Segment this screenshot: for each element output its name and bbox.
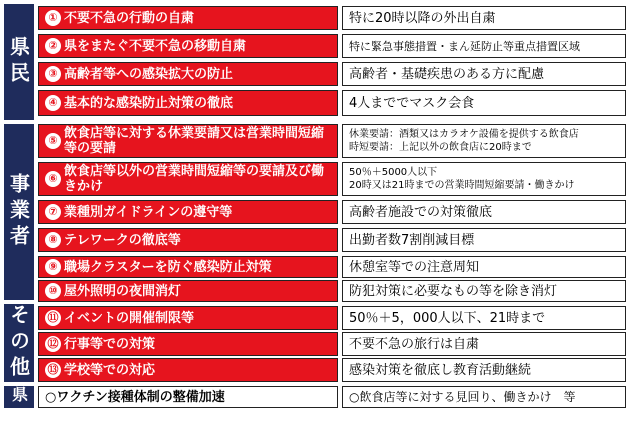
measure-label bbox=[38, 280, 338, 302]
measure-detail: ○飲食店等に対する見回り、働きかけ 等 bbox=[342, 386, 626, 408]
measure-label bbox=[38, 228, 338, 252]
table-row bbox=[38, 90, 626, 116]
measure-text: 不要不急の行動の自粛 bbox=[64, 10, 195, 26]
item-number: ⑫ bbox=[45, 336, 61, 352]
group-label-sonota: その他 bbox=[4, 304, 34, 382]
group-label-jigyosha: 事業者 bbox=[4, 124, 34, 300]
measure-text: 高齢者等への感染拡大の防止 bbox=[64, 66, 234, 82]
measure-detail: 防犯対策に必要なもの等を除き消灯 bbox=[342, 280, 626, 302]
measure-label bbox=[38, 62, 338, 86]
measure-text: テレワークの徹底等 bbox=[64, 232, 181, 248]
item-number: ⑥ bbox=[45, 171, 61, 187]
table-row bbox=[38, 6, 626, 30]
measure-text: 学校等での対応 bbox=[64, 362, 156, 378]
measure-label bbox=[38, 358, 338, 382]
table-row bbox=[38, 124, 626, 158]
group-label-kenmin: 県民 bbox=[4, 4, 34, 120]
detail-line: 20時又は21時までの営業時間短縮要請・働きかけ bbox=[349, 180, 575, 191]
measure-detail: 感染対策を徹底し教育活動継続 bbox=[342, 358, 626, 382]
measure-detail: 特に20時以降の外出自粛 bbox=[342, 6, 626, 30]
measure-text: 飲食店等に対する休業要請又は営業時間短縮等の要請 bbox=[64, 126, 325, 156]
detail-line: 時短要請：上記以外の飲食店に20時まで bbox=[349, 142, 532, 153]
detail-line: 休業要請：酒類又はカラオケ設備を提供する飲食店 bbox=[349, 129, 579, 140]
item-number: ③ bbox=[45, 66, 61, 82]
measure-detail bbox=[342, 162, 626, 196]
measure-text: イベントの開催制限等 bbox=[64, 310, 195, 326]
measure-label bbox=[38, 124, 338, 158]
table-row bbox=[38, 280, 626, 302]
item-number: ④ bbox=[45, 95, 61, 111]
measure-label bbox=[38, 200, 338, 224]
measure-text: 職場クラスターを防ぐ感染防止対策 bbox=[64, 259, 272, 275]
measure-detail bbox=[342, 124, 626, 158]
table-row bbox=[38, 358, 626, 382]
table-row bbox=[38, 162, 626, 196]
measure-label bbox=[38, 162, 338, 196]
measure-label bbox=[38, 90, 338, 116]
measure-text: 行事等での対策 bbox=[64, 336, 156, 352]
measure-label bbox=[38, 332, 338, 356]
item-number: ⑧ bbox=[45, 232, 61, 248]
measure-label bbox=[38, 306, 338, 330]
table-row bbox=[38, 306, 626, 330]
item-number: ⑨ bbox=[45, 259, 61, 275]
measure-detail: 不要不急の旅行は自粛 bbox=[342, 332, 626, 356]
measure-text: 業種別ガイドラインの遵守等 bbox=[64, 204, 233, 220]
table-row bbox=[38, 228, 626, 252]
measure-detail: 休憩室等での注意周知 bbox=[342, 256, 626, 278]
measure-label bbox=[38, 6, 338, 30]
item-number: ② bbox=[45, 38, 61, 54]
measure-text: 飲食店等以外の営業時間短縮等の要請及び働きかけ bbox=[64, 164, 325, 194]
table-row bbox=[38, 256, 626, 278]
table-row bbox=[38, 332, 626, 356]
item-number: ⑩ bbox=[45, 283, 61, 299]
item-number: ⑤ bbox=[45, 133, 61, 149]
measure-text: 県をまたぐ不要不急の移動自粛 bbox=[64, 38, 247, 54]
item-number: ① bbox=[45, 10, 61, 26]
table-row bbox=[38, 34, 626, 58]
item-number: ⑦ bbox=[45, 204, 61, 220]
measure-detail: 特に緊急事態措置・まん延防止等重点措置区域 bbox=[342, 34, 626, 58]
measure-detail: 高齢者施設での対策徹底 bbox=[342, 200, 626, 224]
detail-line: 50％＋5000人以下 bbox=[349, 167, 438, 178]
item-number: ⑪ bbox=[45, 310, 61, 326]
measure-text: 屋外照明の夜間消灯 bbox=[64, 283, 182, 299]
measure-detail: 高齢者・基礎疾患のある方に配慮 bbox=[342, 62, 626, 86]
measure-text: 基本的な感染防止対策の徹底 bbox=[64, 95, 234, 111]
item-number: ⑬ bbox=[45, 362, 61, 378]
table-row bbox=[38, 200, 626, 224]
measure-label bbox=[38, 256, 338, 278]
measure-label bbox=[38, 34, 338, 58]
table-row bbox=[38, 62, 626, 86]
measure-label: ○ワクチン接種体制の整備加速 bbox=[38, 386, 338, 408]
measure-detail: 出勤者数7割削減目標 bbox=[342, 228, 626, 252]
measure-detail: 4人まででマスク会食 bbox=[342, 90, 626, 116]
table-row bbox=[38, 386, 626, 408]
group-label-ken: 県 bbox=[4, 386, 34, 408]
measure-detail: 50％＋5，000人以下、21時まで bbox=[342, 306, 626, 330]
